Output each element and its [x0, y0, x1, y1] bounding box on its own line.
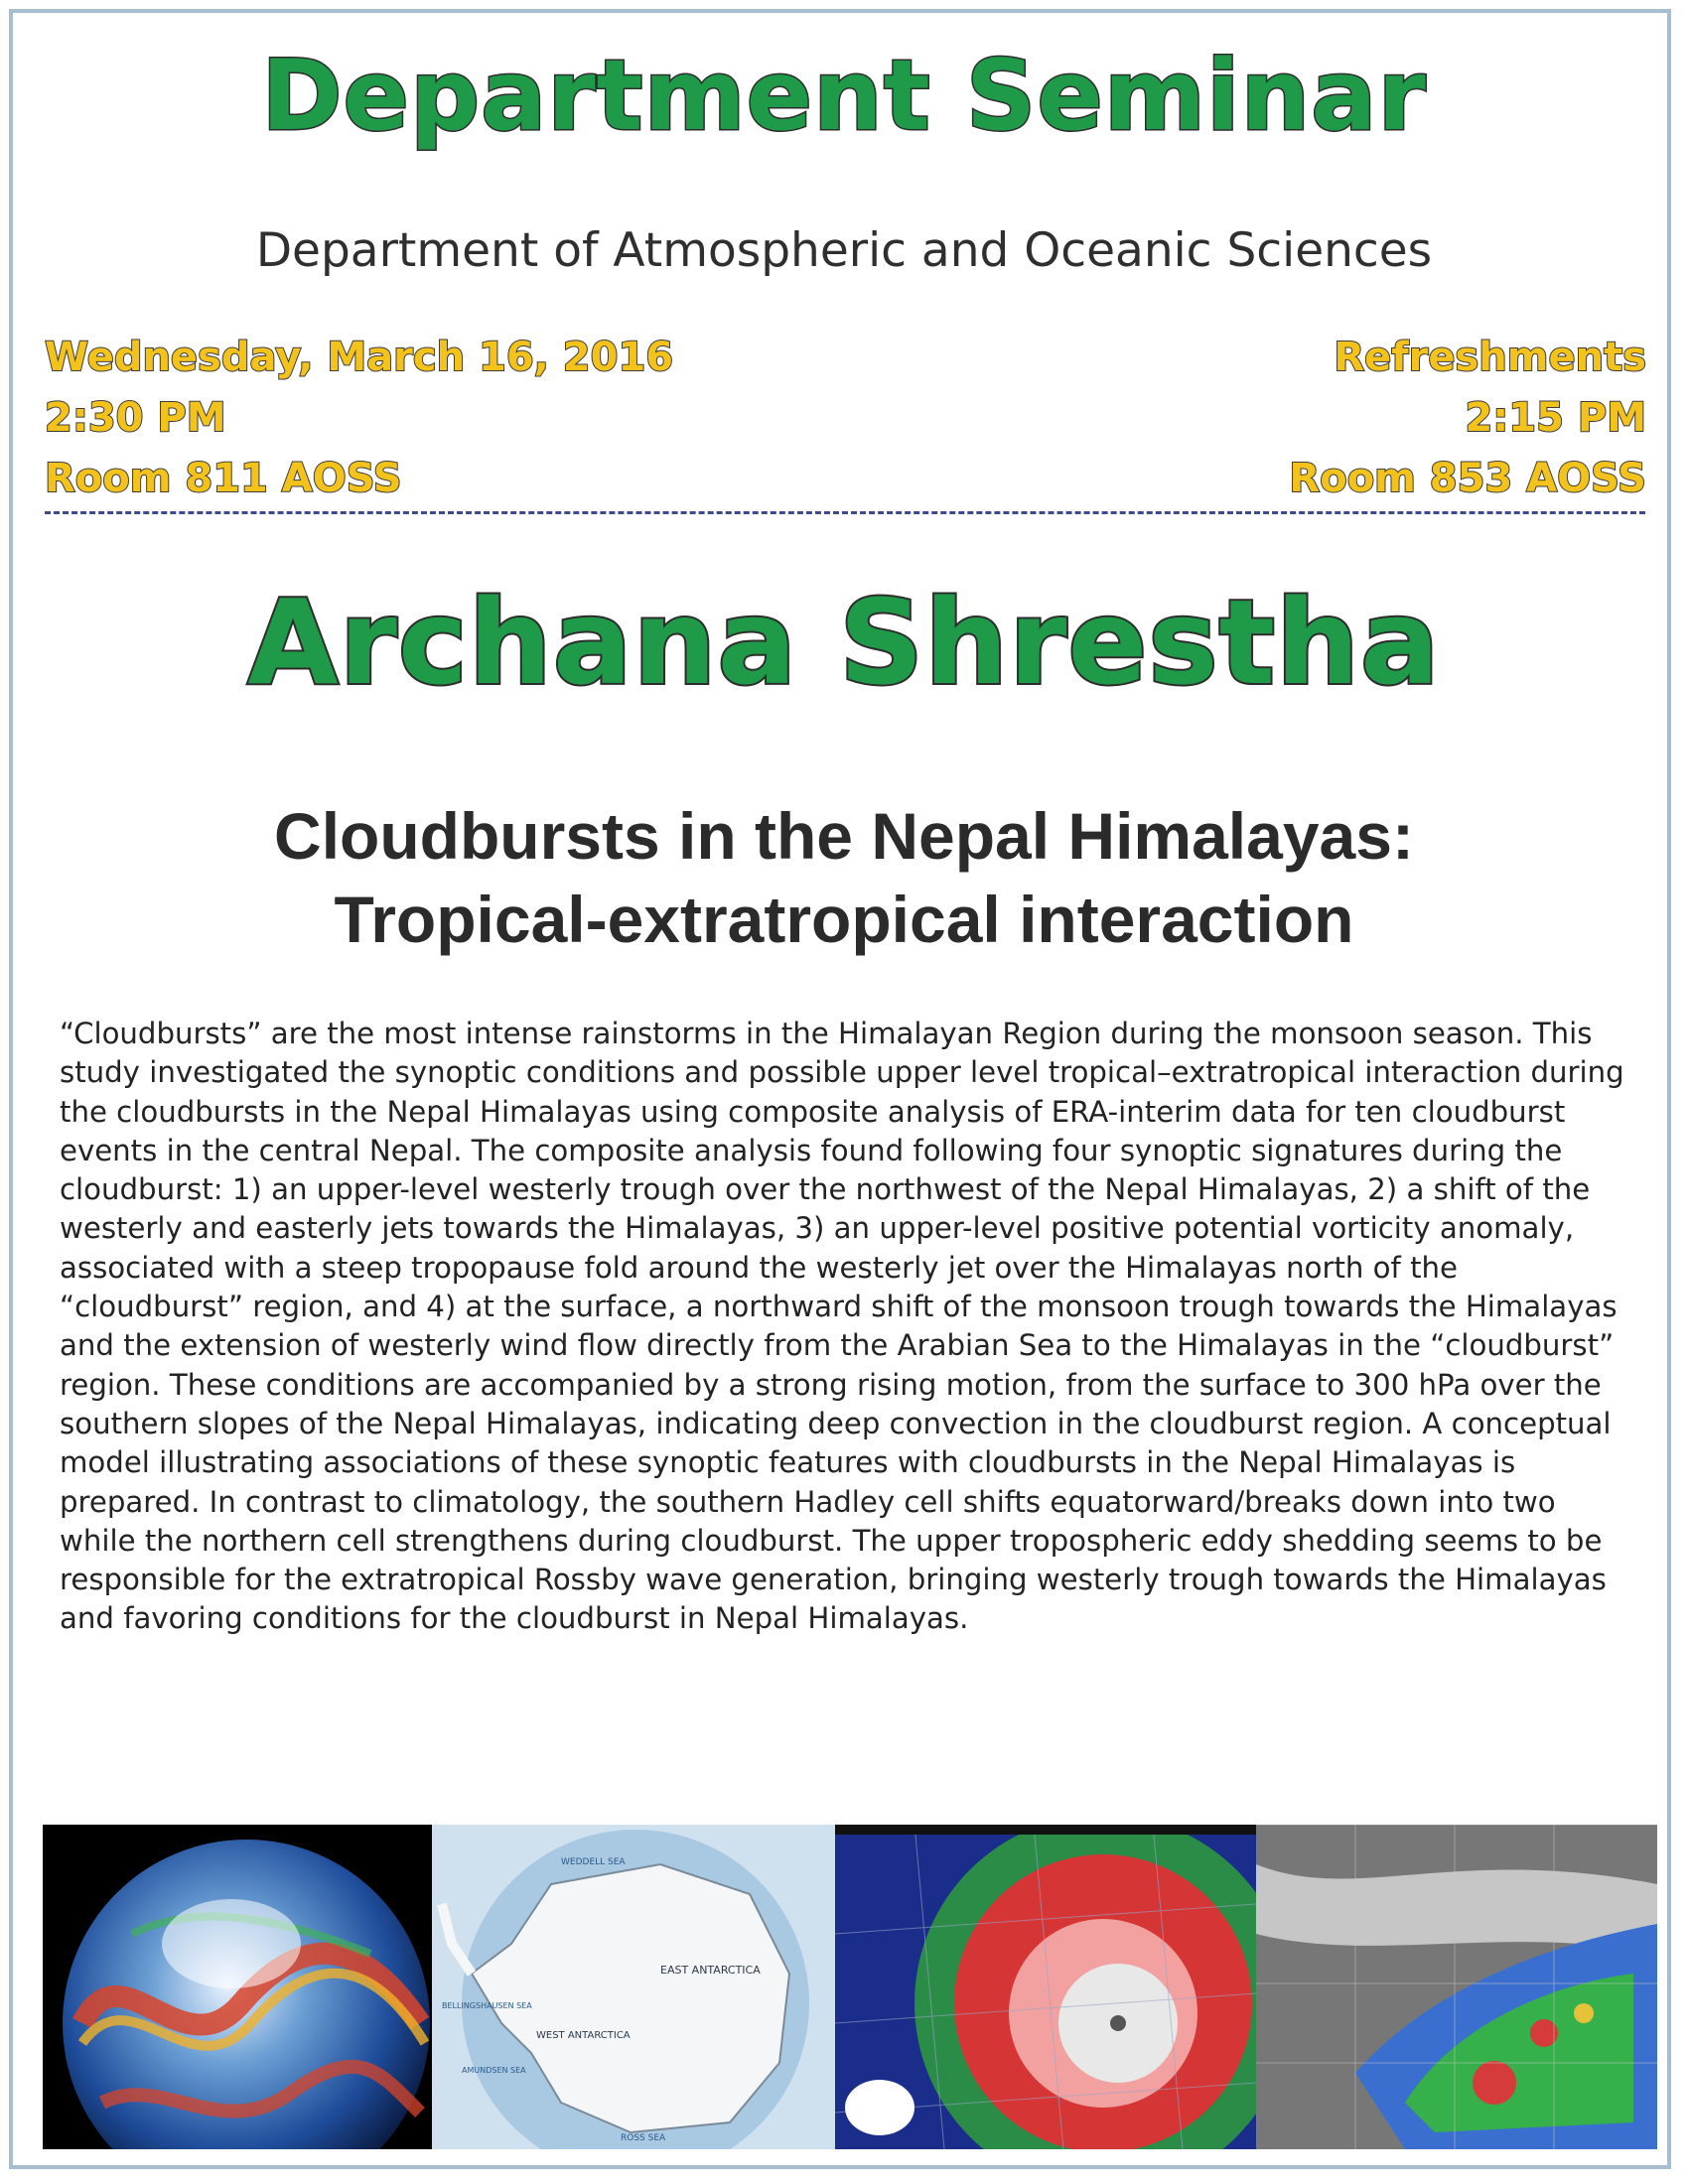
- dashed-divider: [45, 511, 1645, 514]
- talk-title-line2: Tropical-extratropical interaction: [334, 883, 1354, 956]
- map-label-amundsen: AMUNDSEN SEA: [462, 2066, 526, 2075]
- talk-title-line1: Cloudbursts in the Nepal Himalayas:: [274, 799, 1414, 873]
- jet-stream-globe-image: [43, 1825, 432, 2149]
- talk-title: [0, 794, 1688, 961]
- map-label-east: EAST ANTARCTICA: [660, 1964, 761, 1977]
- seminar-time: 2:30 PM: [45, 395, 226, 441]
- speaker-name: Archana Shrestha: [247, 574, 1441, 711]
- map-label-weddell: WEDDELL SEA: [561, 1857, 626, 1867]
- refreshments-label: Refreshments: [1334, 335, 1646, 380]
- refreshments-room: Room 853 AOSS: [1289, 456, 1646, 501]
- refreshments-info: [1289, 328, 1646, 509]
- page-title: Department Seminar: [261, 40, 1427, 153]
- seminar-date: Wednesday, March 16, 2016: [45, 335, 674, 380]
- map-label-bellingshausen: BELLINGSHAUSEN SEA: [442, 2001, 532, 2010]
- seminar-info: [45, 328, 673, 509]
- hurricane-satellite-image: [835, 1825, 1256, 2149]
- map-label-west: WEST ANTARCTICA: [536, 2030, 631, 2041]
- infrared-satellite-image: [1256, 1825, 1657, 2149]
- department-name: Department of Atmospheric and Oceanic Sciences: [255, 223, 1433, 278]
- seminar-room: Room 811 AOSS: [45, 456, 402, 501]
- map-label-ross: ROSS SEA: [621, 2133, 666, 2143]
- refreshments-time: 2:15 PM: [1465, 395, 1646, 441]
- antarctica-map-image: [432, 1825, 835, 2149]
- image-strip: [43, 1825, 1657, 2149]
- abstract-text: “Cloudbursts” are the most intense rainstorms in the Himalayan Region during the monsoon season. This study investigated the synoptic conditions and possible upper level tropical–extratropical interaction during the cloudbursts in the Nepal Himalayas using composite analysis of ERA-interim data for ten cloudburst events in the central Nepal. The composite analysis found following four synoptic signatures during the cloudburst: 1) an upper-level westerly trough over the northwest of the Nepal Himalayas, 2) a shift of the westerly and easterly jets towards the Himalayas, 3) an upper-level positive potential vorticity anomaly, associated with a steep tropopause fold around the westerly jet over the Himalayas north of the “cloudburst” region, and 4) at the surface, a northward shift of the monsoon trough towards the Himalayas and the extension of westerly wind flow directly from the Arabian Sea to the Himalayas in the “cloudburst” region. These conditions are accompanied by a strong rising motion, from the surface to 300 hPa over the southern slopes of the Nepal Himalayas, indicating deep convection in the cloudburst region. A conceptual model illustrating associations of these synoptic features with cloudbursts in the Nepal Himalayas is prepared. In contrast to climatology, the southern Hadley cell shifts equatorward/breaks down into two while the northern cell strengthens during cloudburst. The upper tropospheric eddy shedding seems to be responsible for the extratropical Rossby wave generation, bringing westerly trough towards the Himalayas and favoring conditions for the cloudburst in Nepal Himalayas.: [60, 1017, 1624, 1636]
